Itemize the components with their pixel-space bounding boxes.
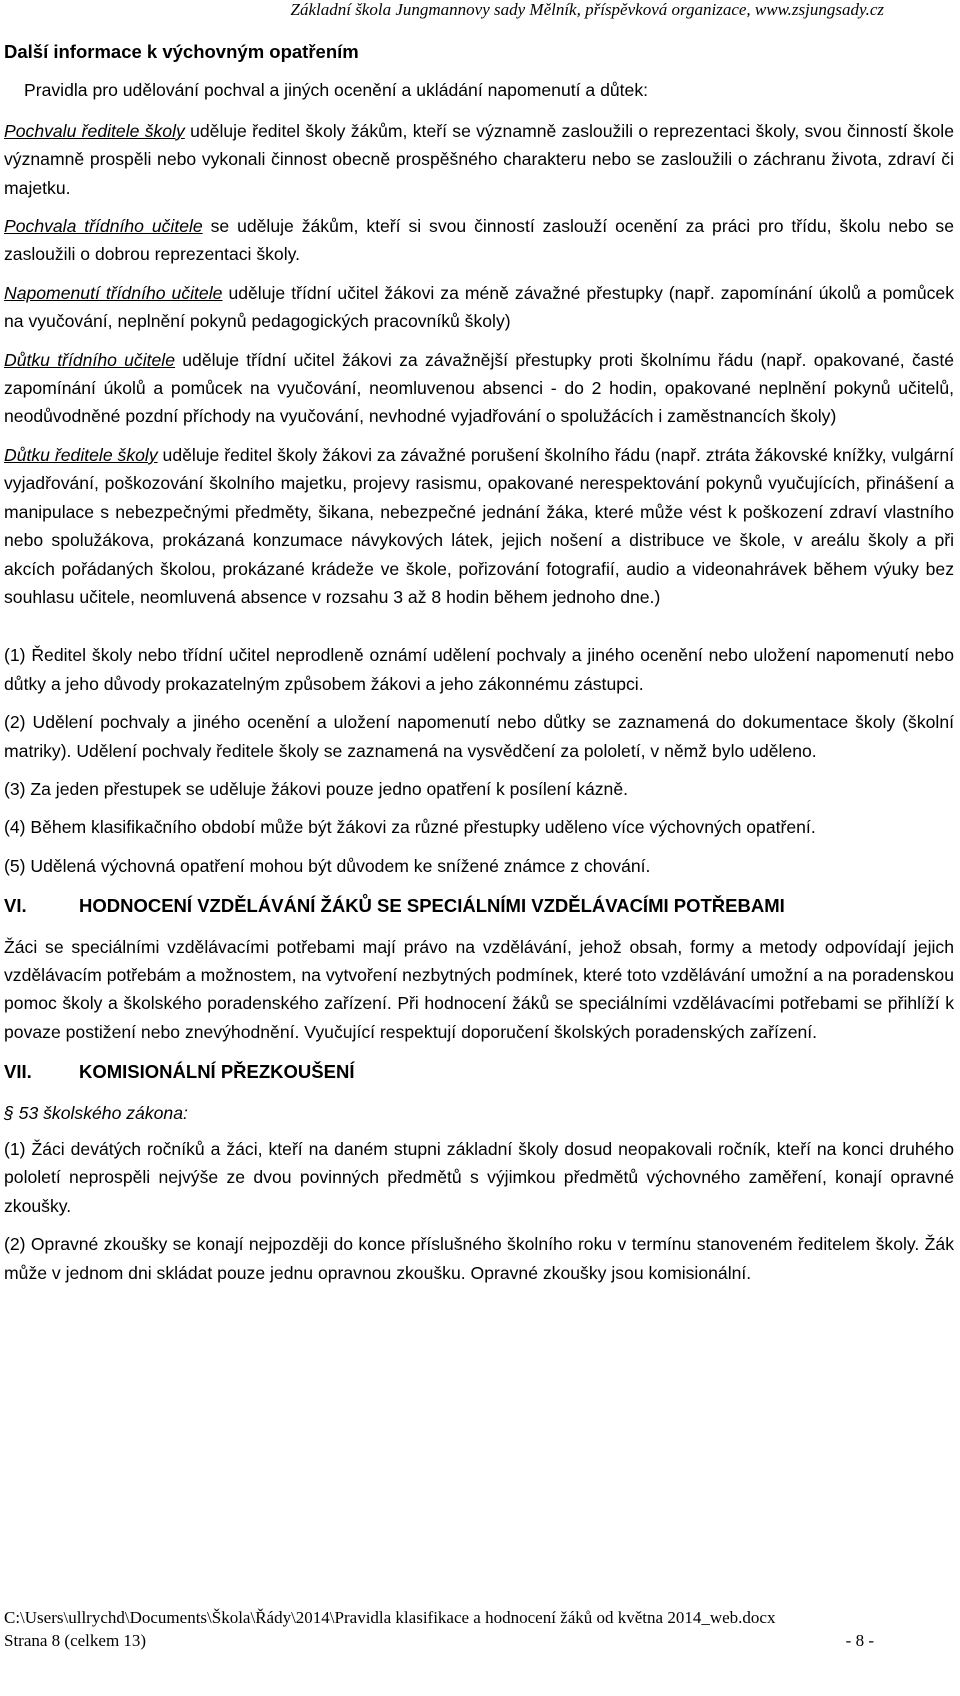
section-paragraph: (2) Opravné zkoušky se konají nejpozději do konce příslušného školního roku v termínu stanoveném ředitelem školy. Žák může v jednom dni skládat pouze jednu opravnou zkoušku. Opravné zkoušky jsou komisionální.: [4, 1234, 954, 1283]
numbered-paragraph: (1) Ředitel školy nebo třídní učitel neprodleně oznámí udělení pochvaly a jiného ocenění nebo uložení napomenutí nebo důtky a jeho důvody prokazatelným způsobem žákovi a jeho zákonnému zástupci.: [4, 645, 954, 694]
document-body: [4, 38, 954, 1287]
page-count: Strana 8 (celkem 13): [4, 1631, 147, 1650]
section-number: VII.: [4, 1061, 32, 1083]
page-footer: [4, 1606, 874, 1652]
intro-text: Pravidla pro udělování pochval a jiných ocenění a ukládání napomenutí a důtek:: [24, 80, 649, 101]
measure-item: [4, 346, 954, 431]
measure-item: [4, 441, 954, 611]
section-heading-text: KOMISIONÁLNÍ PŘEZKOUŠENÍ: [79, 1061, 355, 1083]
measure-term: Pochvalu ředitele školy: [4, 120, 185, 141]
measure-item: [4, 117, 954, 202]
numbered-paragraph: (4) Během klasifikačního období může být žákovi za různé přestupky uděleno více výchovných opatření.: [4, 817, 816, 838]
page-number: - 8 -: [845, 1631, 874, 1650]
section-paragraph: (1) Žáci devátých ročníků a žáci, kteří na daném stupni základní školy dosud neopakovali ročník, kteří na konci druhého pololetí neprospěli nejvýše ze dvou povinných předmětů s výjimkou předmětů výchovného zaměření, konají opravné zkoušky.: [4, 1139, 954, 1216]
page-info-row: [4, 1629, 874, 1652]
numbered-paragraph: (2) Udělení pochvaly a jiného ocenění a uložení napomenutí nebo důtky se zaznamená do dokumentace školy (školní matriky). Udělení pochvaly ředitele školy se zaznamená na vysvědčení za pololetí, v němž bylo uděleno.: [4, 712, 954, 761]
section-paragraph: Žáci se speciálními vzdělávacími potřebami mají právo na vzdělávání, jehož obsah, formy a metody odpovídají jejich vzdělávacím potřebám a možnostem, na vytvoření nezbytných podmínek, které toto vzdělávání umožní a na poradenskou pomoc školy a školského poradenského zařízení. Při hodnocení žáků se speciálními vzdělávacími potřebami se přihlíží k povaze postižení nebo znevýhodnění. Vyučující respektují doporučení školských poradenských zařízení.: [4, 936, 954, 1042]
measure-text: uděluje třídní učitel žákovi za méně závažné přestupky (např. zapomínání úkolů a pomůcek na vyučování, neplnění pokynů pedagogických pracovníků školy): [4, 282, 954, 332]
measure-item: [4, 212, 954, 269]
numbered-paragraph: (5) Udělená výchovná opatření mohou být důvodem ke snížené známce z chování.: [4, 855, 651, 876]
law-citation: § 53 školského zákona:: [4, 1102, 188, 1123]
page-header: Základní škola Jungmannovy sady Mělník, příspěvková organizace, www.zsjungsady.cz: [290, 0, 884, 19]
measure-term: Napomenutí třídního učitele: [4, 282, 223, 303]
measure-term: Důtku ředitele školy: [4, 444, 158, 465]
measure-term: Pochvala třídního učitele: [4, 216, 203, 237]
numbered-paragraph: (3) Za jeden přestupek se uděluje žákovi pouze jedno opatření k posílení kázně.: [4, 778, 628, 799]
file-path: C:\Users\ullrychd\Documents\Škola\Řády\2014\Pravidla klasifikace a hodnocení žáků od května 2014_web.docx: [4, 1608, 776, 1627]
measure-text: se uděluje žákům, kteří si svou činností zaslouží ocenění za práci pro třídu, školu nebo se zasloužili o dobrou reprezentaci školy.: [4, 216, 954, 265]
section-title: Další informace k výchovným opatřením: [4, 41, 359, 62]
section-number: VI.: [4, 895, 27, 917]
measure-text: uděluje ředitel školy žákovi za závažné porušení školního řádu (např. ztráta žákovské knížky, vulgární vyjadřování, poškozování školního majetku, projevy rasismu, opakované nerespektování pokynů vyučujících, přinášení a manipulace s nebezpečnými předměty, šikana, nebezpečné jednání žáka, které může vést k poškození zdraví vlastního nebo spolužákova, prokázaná konzumace návykových látek, jejich nošení a distribuce ve škole, v areálu školy a při akcích pořádaných školou, prokázané krádeže ve škole, pořizování fotografií, audio a videonahrávek během výuky bez souhlasu učitele, neomluvená absence v rozsahu 3 až 8 hodin během jednoho dne.): [4, 444, 954, 607]
measure-term: Důtku třídního učitele: [4, 349, 176, 370]
section-heading-vii: [4, 1058, 954, 1086]
measure-item: [4, 279, 954, 336]
section-heading-vi: [4, 892, 954, 920]
measure-text: uděluje třídní učitel žákovi za závažnější přestupky proti školnímu řádu (např. opakované, časté zapomínání úkolů a pomůcek na vyučování, neomluvenou absenci - do 2 hodin, opakované neplnění pokynů učitelů, neodůvodněné pozdní příchody na vyučování, nevhodné vyjadřování o spolužácích i zaměstnancích školy): [4, 349, 954, 427]
measure-text: uděluje ředitel školy žákům, kteří se významně zasloužili o reprezentaci školy, svou činností škole významně prospěli nebo vykonali činnost obecně prospěšného charakteru nebo se zasloužili o záchranu života, zdraví či majetku.: [4, 120, 954, 198]
section-heading-text: HODNOCENÍ VZDĚLÁVÁNÍ ŽÁKŮ SE SPECIÁLNÍMI VZDĚLÁVACÍMI POTŘEBAMI: [79, 895, 785, 917]
